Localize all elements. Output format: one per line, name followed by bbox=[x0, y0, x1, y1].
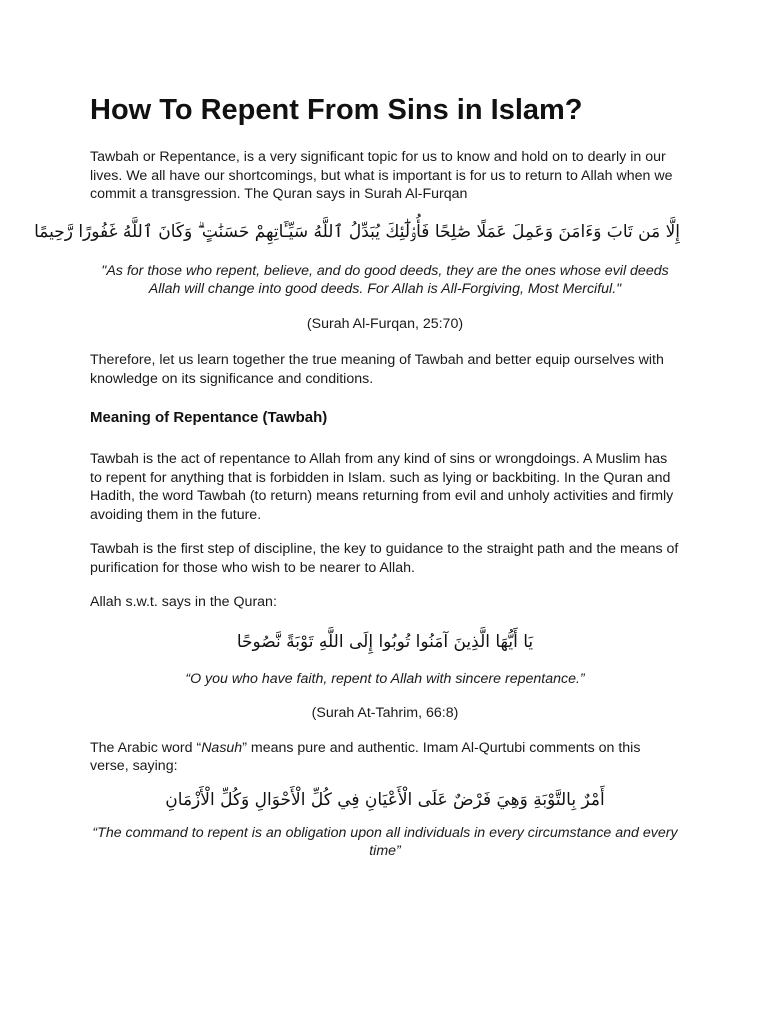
paragraph-nasuh-before: The Arabic word “ bbox=[90, 739, 202, 756]
translation-tahrim: “O you who have faith, repent to Allah with sincere repentance.” bbox=[185, 670, 585, 687]
paragraph-first-step: Tawbah is the first step of discipline, the key to guidance to the straight path and the means of purification for those who wish to be nearer to Allah. bbox=[90, 541, 679, 576]
arabic-verse-tahrim: يَا أَيُّهَا الَّذِينَ آمَنُوا تُوبُوا إِلَى اللَّهِ تَوْبَةً نَّصُوحًا bbox=[236, 631, 534, 652]
paragraph-tawbah-definition: Tawbah is the act of repentance to Allah from any kind of sins or wrongdoings. A Muslim has to repent for anything that is forbidden in Islam. such as lying or backbiting. In the Quran and Hadith, the word Tawbah (to return) means returning from evil and unholy activities and firmly avoiding them in the future. bbox=[90, 451, 674, 523]
paragraph-nasuh-after: ” means pure and authentic. Imam Al-Qurtubi comments on this verse, saying: bbox=[90, 739, 641, 774]
nasuh-word: Nasuh bbox=[201, 739, 243, 756]
reference-tahrim: (Surah At-Tahrim, 66:8) bbox=[311, 705, 459, 721]
translation-qurtubi: “The command to repent is an obligation upon all individuals in every circumstance and every time” bbox=[92, 824, 678, 859]
intro-paragraph: Tawbah or Repentance, is a very significant topic for us to know and hold on to dearly in our lives. We all have our shortcomings, but what is important is for us to return to Allah when we commit a transgression. The Quran says in Surah Al-Furqan bbox=[90, 149, 673, 202]
page-title: How To Repent From Sins in Islam? bbox=[90, 94, 583, 126]
section-heading-meaning: Meaning of Repentance (Tawbah) bbox=[90, 409, 328, 426]
arabic-quote-qurtubi: أَمْرٌ بِالتَّوْبَةِ وَهِيَ فَرْضٌ عَلَى الْأَعْيَانِ فِي كُلِّ الْأَحْوَالِ وَكُلِّ الْأَزْمَانِ bbox=[165, 789, 605, 810]
paragraph-learn-together: Therefore, let us learn together the true meaning of Tawbah and better equip ourselves with knowledge on its significance and conditions. bbox=[90, 352, 664, 387]
paragraph-allah-says: Allah s.w.t. says in the Quran: bbox=[90, 594, 277, 610]
paragraph-nasuh bbox=[90, 739, 680, 776]
reference-furqan: (Surah Al-Furqan, 25:70) bbox=[306, 315, 464, 332]
translation-furqan: "As for those who repent, believe, and do good deeds, they are the ones whose evil deeds Allah will change into good deeds. For Allah is All-Forgiving, Most Merciful." bbox=[101, 262, 669, 297]
arabic-verse-furqan: إِلَّا مَن تَابَ وَءَامَنَ وَعَمِلَ عَمَلًا صَٰلِحًا فَأُو۟لَٰٓئِكَ يُبَدِّلُ ٱللَّهُ سَيِّـَٔاتِهِمْ حَسَنَٰتٍ ۗ وَكَانَ ٱللَّهُ غَفُورًا رَّحِيمًا bbox=[34, 221, 680, 242]
article bbox=[34, 92, 680, 861]
